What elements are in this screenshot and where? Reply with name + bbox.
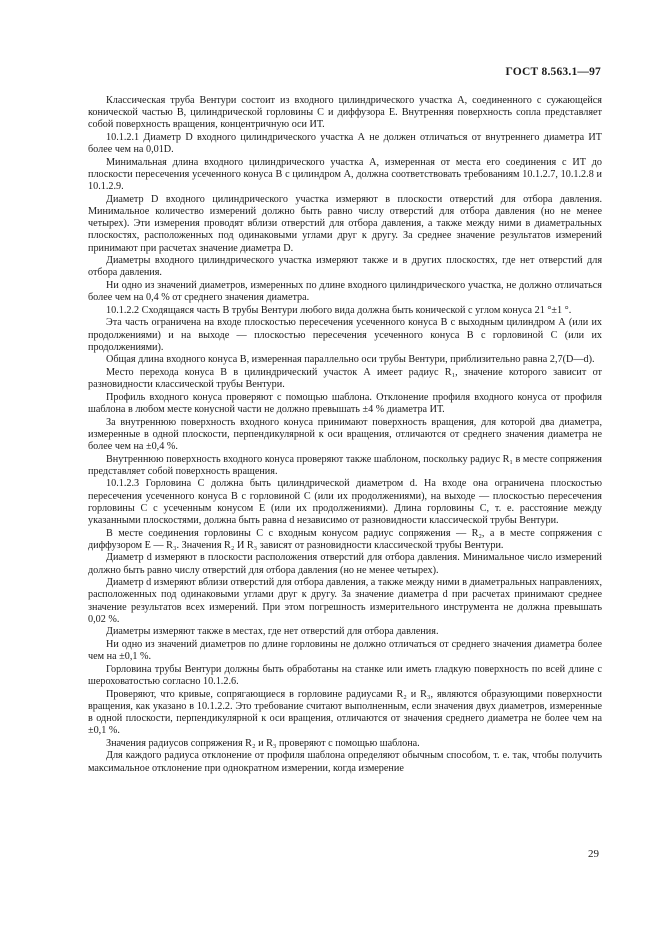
- paragraph: 10.1.2.3 Горловина С должна быть цилиндрической диаметром d. На входе она ограничена плоскостью пересечения усеченного конуса В с горловиной С (или их продолжениями), на выходе — плоскостью пересечения горловины С с усеченным конусом Е (или их продолжениями). Длина горловины С, т. е. расстояние между указанными плоскостями, должна быть равна d независимо от разновидности классической трубы Вентури.: [88, 478, 602, 526]
- paragraph: Место перехода конуса В в цилиндрический участок А имеет радиус R₁, значение которого зависит от разновидности классической трубы Вентури.: [88, 366, 602, 391]
- paragraph: Диаметры входного цилиндрического участка измеряют также и в других плоскостях, где нет отверстий для отбора давления.: [88, 255, 602, 279]
- paragraph: Проверяют, что кривые, сопрягающиеся в горловине радиусами R₂ и R₃, являются образующими поверхности вращения, как указано в 10.1.2.2. Это требование считают выполненным, если значения двух диаметров, измеренные в одной плоскости, перпендикулярной к оси вращения, отличаются от значения среднего диаметра не более чем на ±0,1 %.: [88, 688, 602, 737]
- paragraph: Общая длина входного конуса В, измеренная параллельно оси трубы Вентури, приблизительно равна 2,7(D—d).: [106, 354, 595, 366]
- paragraph: За внутреннюю поверхность входного конуса принимают поверхность вращения, для которой два диаметра, измеренные в одной плоскости, перпендикулярной к оси вращения, отличаются от среднего значения диаметра не более чем на ±0,4 %.: [88, 416, 602, 452]
- document-body: [88, 95, 602, 775]
- paragraph: Ни одно из значений диаметров по длине горловины не должно отличаться от среднего значения диаметра более чем на ±0,1 %.: [88, 638, 602, 663]
- standard-header: ГОСТ 8.563.1—97: [505, 66, 601, 78]
- paragraph: Ни одно из значений диаметров, измеренных по длине входного цилиндрического участка, не должно отличаться более чем на 0,4 % от среднего значения диаметра.: [88, 280, 602, 304]
- paragraph: В месте соединения горловины С с входным конусом радиус сопряжения — R₂, а в месте сопряжения с диффузором Е — R₃. Значения R₂ И R₃ зависят от разновидности классической трубы Вентури.: [88, 527, 602, 551]
- paragraph: Диаметр d измеряют вблизи отверстий для отбора давления, а также между ними в диаметральных направлениях, расположенных под одинаковыми углами друг к другу. За значение диаметра d при расчетах принимают среднее значение результатов всех измерений. При этом погрешность измерительного инструмента не должна превышать 0,02 %.: [88, 577, 602, 625]
- page-number: 29: [588, 848, 599, 860]
- paragraph: 10.1.2.1 Диаметр D входного цилиндрического участка А не должен отличаться от внутреннего диаметра ИТ более чем на 0,01D.: [88, 132, 602, 156]
- paragraph: Диаметр D входного цилиндрического участка измеряют в плоскости отверстий для отбора давления. Минимальное количество измерений должно быть равно числу отверстий для отбора давления (но не менее четырех). Эти измерения проводят вблизи отверстий для отбора давления, а также между ними в диаметральных плоскостях, расположенных под одинаковыми углами друг к другу. За среднее значение результатов измерений принимают при расчетах значение диаметра D.: [88, 193, 602, 254]
- paragraph: Эта часть ограничена на входе плоскостью пересечения усеченного конуса В с выходным цилиндром А (или их продолжениями) и на выходе — плоскостью пересечения усеченного конуса В с горловиной С (или их продолжениями).: [88, 317, 602, 353]
- paragraph: Внутреннюю поверхность входного конуса проверяют также шаблоном, поскольку радиус R₁ в месте сопряжения представляет собой поверхность вращения.: [88, 453, 602, 477]
- paragraph: 10.1.2.2 Сходящаяся часть В трубы Вентури любого вида должна быть конической с углом конуса 21 °±1 °.: [106, 304, 572, 316]
- paragraph: Значения радиусов сопряжения R₂ и R₃ проверяют с помощью шаблона.: [106, 737, 420, 749]
- paragraph: Профиль входного конуса проверяют с помощью шаблона. Отклонение профиля входного конуса от профиля шаблона в любом месте конусной части не должно превышать ±4 % диаметра ИТ.: [88, 391, 602, 415]
- paragraph: Классическая труба Вентури состоит из входного цилиндрического участка А, соединенного с сужающейся конической частью В, цилиндрической горловины С и диффузора Е. Внутренняя поверхность сопла представляет собой поверхность вращения, концентричную оси ИТ.: [88, 95, 602, 131]
- paragraph: Диаметр d измеряют в плоскости расположения отверстий для отбора давления. Минимальное число измерений должно быть равно числу отверстий для отбора давления (но не менее четырех).: [88, 552, 602, 576]
- paragraph: Минимальная длина входного цилиндрического участка А, измеренная от места его соединения с ИТ до плоскости пересечения усеченного конуса В с цилиндром А, должна соответствовать требованиям 10.1.2.7, 10.1.2.8 и 10.1.2.9.: [88, 156, 602, 193]
- paragraph: Горловина трубы Вентури должны быть обработаны на станке или иметь гладкую поверхность по всей длине с шероховатостью согласно 10.1.2.6.: [88, 663, 602, 687]
- paragraph: Для каждого радиуса отклонение от профиля шаблона определяют обычным способом, т. е. так, чтобы получить максимальное отклонение при однократном измерении, когда измерение: [88, 750, 602, 774]
- paragraph: Диаметры измеряют также в местах, где нет отверстий для отбора давления.: [106, 626, 439, 638]
